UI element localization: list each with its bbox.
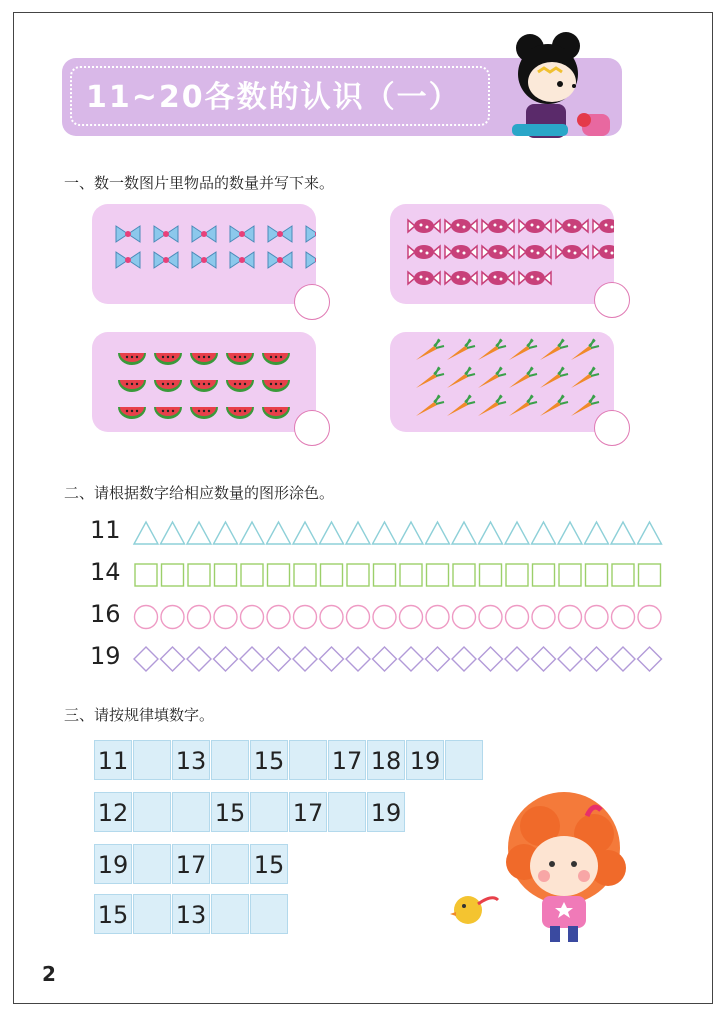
candy-icon	[445, 271, 477, 285]
square-icon[interactable]	[453, 564, 475, 586]
blank-cell[interactable]	[250, 894, 288, 934]
watermelon-icon	[190, 353, 218, 365]
triangle-icon[interactable]	[214, 522, 238, 544]
carrot-group	[390, 332, 614, 432]
square-icon[interactable]	[586, 564, 608, 586]
bow-icon	[192, 252, 216, 268]
triangle-icon[interactable]	[240, 522, 264, 544]
bow-icon	[268, 226, 292, 242]
watermelon-icon	[154, 353, 182, 365]
bow-icon	[306, 252, 316, 268]
square-icon[interactable]	[188, 564, 210, 586]
candy-group	[390, 204, 614, 304]
carrot-icon	[509, 395, 537, 416]
diamond-icon[interactable]	[267, 647, 291, 671]
carrot-icon	[478, 395, 506, 416]
watermelon-icon	[118, 380, 146, 392]
counting-card-carrots	[390, 332, 614, 432]
triangle-icon[interactable]	[399, 522, 423, 544]
diamond-icon[interactable]	[611, 647, 635, 671]
row-number: 14	[90, 558, 121, 586]
number-cell: 18	[367, 740, 405, 780]
circle-icon[interactable]	[214, 606, 237, 629]
blank-cell[interactable]	[133, 740, 171, 780]
watermelon-icon	[226, 407, 254, 419]
carrot-icon	[447, 339, 475, 360]
diamond-icon[interactable]	[505, 647, 529, 671]
blank-cell[interactable]	[133, 894, 171, 934]
blank-cell[interactable]	[445, 740, 483, 780]
triangle-icon[interactable]	[638, 522, 662, 544]
carrot-icon	[540, 395, 568, 416]
circle-icon[interactable]	[426, 606, 449, 629]
triangle-icon[interactable]	[373, 522, 397, 544]
triangle-row[interactable]	[132, 520, 672, 548]
diamond-icon[interactable]	[214, 647, 238, 671]
carrot-icon	[478, 339, 506, 360]
candy-icon	[482, 271, 514, 285]
carrot-icon	[478, 367, 506, 388]
circle-icon[interactable]	[373, 606, 396, 629]
answer-circle-bows[interactable]	[294, 284, 330, 320]
watermelon-group	[92, 332, 316, 432]
triangle-icon[interactable]	[585, 522, 609, 544]
blank-cell[interactable]	[328, 792, 366, 832]
candy-icon	[556, 219, 588, 233]
circle-icon[interactable]	[612, 606, 635, 629]
girl-with-bird-icon	[444, 786, 644, 946]
counting-card-bows	[92, 204, 316, 304]
diamond-row[interactable]	[132, 646, 672, 674]
bow-icon	[230, 252, 254, 268]
candy-icon	[408, 271, 440, 285]
square-icon[interactable]	[347, 564, 369, 586]
candy-icon	[519, 245, 551, 259]
triangle-icon[interactable]	[452, 522, 476, 544]
circle-icon[interactable]	[400, 606, 423, 629]
square-icon[interactable]	[162, 564, 184, 586]
candy-icon	[556, 245, 588, 259]
square-icon[interactable]	[294, 564, 316, 586]
page-number: 2	[42, 962, 56, 986]
carrot-icon	[416, 339, 444, 360]
circle-icon[interactable]	[267, 606, 290, 629]
circle-icon[interactable]	[320, 606, 343, 629]
triangle-icon[interactable]	[558, 522, 582, 544]
candy-icon	[593, 219, 614, 233]
section2-heading: 二、请根据数字给相应数量的图形涂色。	[64, 484, 335, 502]
triangle-icon[interactable]	[505, 522, 529, 544]
candy-icon	[445, 245, 477, 259]
watermelon-icon	[262, 380, 290, 392]
bow-icon	[192, 226, 216, 242]
bow-icon	[154, 252, 178, 268]
triangle-icon[interactable]	[479, 522, 503, 544]
number-cell: 11	[94, 740, 132, 780]
diamond-icon[interactable]	[187, 647, 211, 671]
circle-icon[interactable]	[294, 606, 317, 629]
blank-cell[interactable]	[133, 844, 171, 884]
triangle-icon[interactable]	[293, 522, 317, 544]
carrot-icon	[416, 395, 444, 416]
circle-icon[interactable]	[638, 606, 661, 629]
number-cell: 15	[250, 844, 288, 884]
number-cell: 15	[211, 792, 249, 832]
circle-icon[interactable]	[135, 606, 158, 629]
diamond-icon[interactable]	[161, 647, 185, 671]
watermelon-icon	[118, 407, 146, 419]
bow-icon	[306, 226, 316, 242]
diamond-icon[interactable]	[479, 647, 503, 671]
diamond-icon[interactable]	[585, 647, 609, 671]
watermelon-icon	[262, 353, 290, 365]
carrot-icon	[571, 367, 599, 388]
triangle-icon[interactable]	[320, 522, 344, 544]
diamond-icon[interactable]	[293, 647, 317, 671]
number-cell: 13	[172, 740, 210, 780]
triangle-icon[interactable]	[426, 522, 450, 544]
carrot-icon	[509, 339, 537, 360]
candy-icon	[593, 245, 614, 259]
bow-icon	[116, 252, 140, 268]
circle-icon[interactable]	[241, 606, 264, 629]
circle-icon[interactable]	[347, 606, 370, 629]
page-title: 11~20各数的认识（一）	[86, 80, 461, 115]
bow-icon	[154, 226, 178, 242]
square-icon[interactable]	[427, 564, 449, 586]
circle-icon[interactable]	[532, 606, 555, 629]
candy-icon	[445, 219, 477, 233]
answer-circle-candies[interactable]	[594, 282, 630, 318]
bow-group	[92, 204, 316, 304]
triangle-icon[interactable]	[611, 522, 635, 544]
number-cell: 17	[172, 844, 210, 884]
blank-cell[interactable]	[211, 894, 249, 934]
watermelon-icon	[190, 407, 218, 419]
number-cell: 19	[406, 740, 444, 780]
square-icon[interactable]	[400, 564, 422, 586]
number-cell: 12	[94, 792, 132, 832]
diamond-icon[interactable]	[320, 647, 344, 671]
number-cell: 17	[289, 792, 327, 832]
square-icon[interactable]	[506, 564, 528, 586]
number-cell: 13	[172, 894, 210, 934]
diamond-icon[interactable]	[134, 647, 158, 671]
carrot-icon	[571, 339, 599, 360]
square-icon[interactable]	[639, 564, 661, 586]
row-number: 11	[90, 516, 121, 544]
bow-icon	[230, 226, 254, 242]
row-number: 16	[90, 600, 121, 628]
watermelon-icon	[118, 353, 146, 365]
square-icon[interactable]	[268, 564, 290, 586]
row-number: 19	[90, 642, 121, 670]
blank-cell[interactable]	[289, 740, 327, 780]
candy-icon	[482, 245, 514, 259]
carrot-icon	[447, 395, 475, 416]
carrot-icon	[509, 367, 537, 388]
square-icon[interactable]	[612, 564, 634, 586]
square-icon[interactable]	[135, 564, 157, 586]
section3-heading: 三、请按规律填数字。	[64, 706, 215, 724]
circle-icon[interactable]	[161, 606, 184, 629]
diamond-icon[interactable]	[558, 647, 582, 671]
number-cell: 19	[94, 844, 132, 884]
watermelon-icon	[226, 380, 254, 392]
diamond-icon[interactable]	[532, 647, 556, 671]
blank-cell[interactable]	[133, 792, 171, 832]
watermelon-icon	[262, 407, 290, 419]
square-icon[interactable]	[321, 564, 343, 586]
triangle-icon[interactable]	[187, 522, 211, 544]
carrot-icon	[540, 367, 568, 388]
square-icon[interactable]	[480, 564, 502, 586]
bow-icon	[116, 226, 140, 242]
circle-icon[interactable]	[585, 606, 608, 629]
number-cell: 15	[94, 894, 132, 934]
circle-icon[interactable]	[188, 606, 211, 629]
diamond-icon[interactable]	[346, 647, 370, 671]
blank-cell[interactable]	[211, 740, 249, 780]
candy-icon	[408, 219, 440, 233]
diamond-icon[interactable]	[373, 647, 397, 671]
section1-heading: 一、数一数图片里物品的数量并写下来。	[64, 174, 335, 192]
watermelon-icon	[154, 380, 182, 392]
carrot-icon	[447, 367, 475, 388]
number-cell: 15	[250, 740, 288, 780]
diamond-icon[interactable]	[638, 647, 662, 671]
circle-icon[interactable]	[559, 606, 582, 629]
number-cell: 17	[328, 740, 366, 780]
candy-icon	[519, 219, 551, 233]
diamond-icon[interactable]	[399, 647, 423, 671]
carrot-icon	[540, 339, 568, 360]
square-icon[interactable]	[374, 564, 396, 586]
square-icon[interactable]	[215, 564, 237, 586]
circle-row[interactable]	[132, 604, 672, 632]
carrot-icon	[416, 367, 444, 388]
square-icon[interactable]	[241, 564, 263, 586]
triangle-icon[interactable]	[346, 522, 370, 544]
square-row[interactable]	[132, 562, 672, 590]
circle-icon[interactable]	[453, 606, 476, 629]
circle-icon[interactable]	[479, 606, 502, 629]
mouse-mascot-icon	[490, 26, 620, 146]
square-icon[interactable]	[533, 564, 555, 586]
diamond-icon[interactable]	[452, 647, 476, 671]
carrot-icon	[571, 395, 599, 416]
triangle-icon[interactable]	[532, 522, 556, 544]
watermelon-icon	[226, 353, 254, 365]
number-cell: 19	[367, 792, 405, 832]
triangle-icon[interactable]	[267, 522, 291, 544]
counting-card-candies	[390, 204, 614, 304]
blank-cell[interactable]	[172, 792, 210, 832]
answer-circle-watermelons[interactable]	[294, 410, 330, 446]
answer-circle-carrots[interactable]	[594, 410, 630, 446]
triangle-icon[interactable]	[161, 522, 185, 544]
candy-icon	[519, 271, 551, 285]
counting-card-watermelons	[92, 332, 316, 432]
blank-cell[interactable]	[250, 792, 288, 832]
watermelon-icon	[154, 407, 182, 419]
watermelon-icon	[190, 380, 218, 392]
triangle-icon[interactable]	[134, 522, 158, 544]
diamond-icon[interactable]	[426, 647, 450, 671]
blank-cell[interactable]	[211, 844, 249, 884]
bow-icon	[268, 252, 292, 268]
candy-icon	[408, 245, 440, 259]
circle-icon[interactable]	[506, 606, 529, 629]
square-icon[interactable]	[559, 564, 581, 586]
diamond-icon[interactable]	[240, 647, 264, 671]
candy-icon	[482, 219, 514, 233]
